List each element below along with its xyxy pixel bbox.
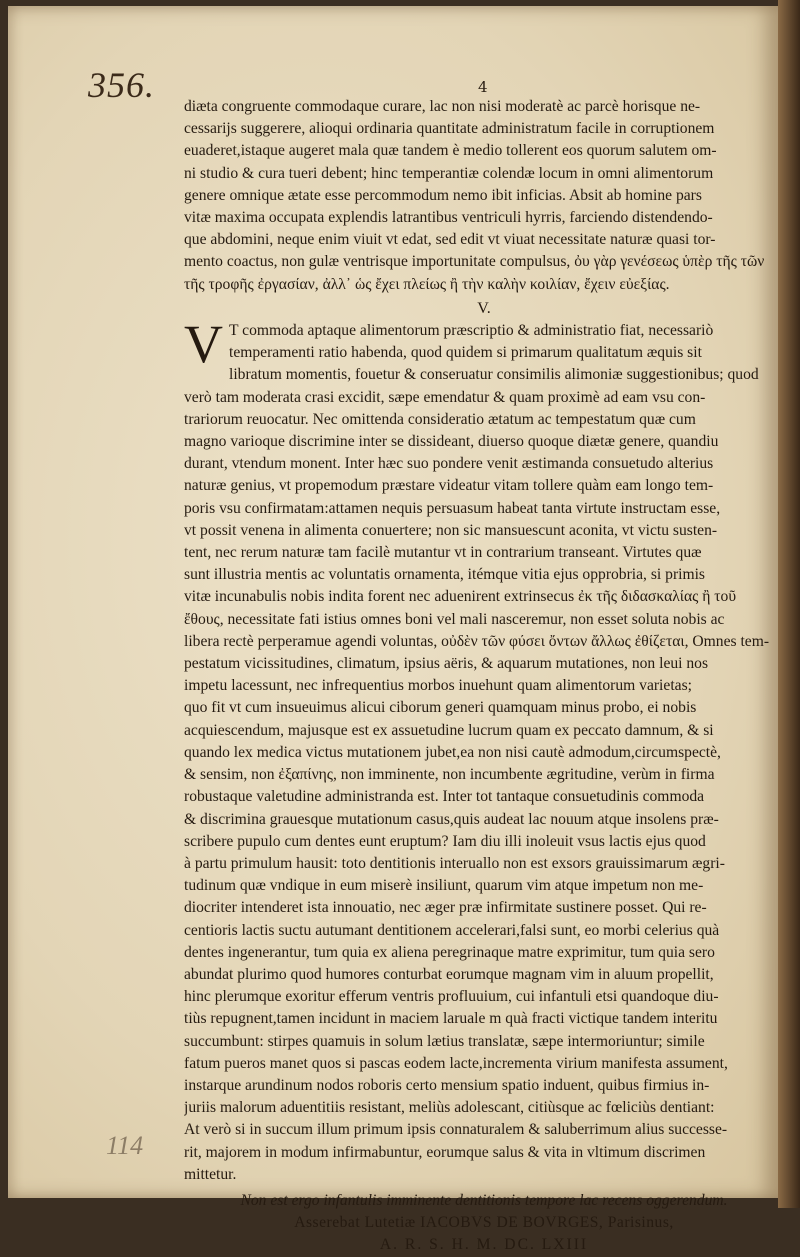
- text-line: euaderet,istaque augeret mala quæ tandem è medio tollerent eos quorum salutem om-: [184, 142, 717, 160]
- text-line: que abdomini, neque enim viuit vt edat, sed edit vt viuat necessitate naturæ quasi tor-: [184, 231, 716, 249]
- date-line: A. R. S. H. M. DC. LXIII: [379, 1236, 589, 1254]
- text-line: cessarijs suggerere, alioqui ordinaria quantitate administratum facile in corruptionem: [184, 120, 715, 138]
- text-line: & discrimina grauesque mutationum casus,quis audeat lac nouum atque insolens præ-: [184, 810, 719, 828]
- text-line: pestatum vicissitudines, climatum, ipsius aëris, & aquarum mutationes, non leui nos: [184, 655, 709, 673]
- text-line: naturæ genius, vt propemodum præstare videatur vitam tollere quàm eam longo tem-: [184, 477, 714, 495]
- text-line: tiùs repugnent,tamen incidunt in maciem laruale m quà fracti victique tandem interitu: [184, 1010, 718, 1028]
- text-line: τῆς τροφῆς ἐργασίαν, ἀλλ᾽ ὡς ἔχει πλείως ἢ τὴν καλὴν κοιλίαν, ἔχειν εὐεξίας.: [184, 275, 670, 293]
- text-line: succumbunt: stirpes quamuis in solum lætius translatæ, sæpe intermoriuntur; simile: [184, 1032, 705, 1050]
- text-line: genere omnique ætate esse percommodum nemo ibit inficias. Absit ab homine pars: [184, 186, 702, 204]
- text-line: mento coactus, non gulæ ventrisque importunitate compulsus, ὀυ γὰρ γενέσεως ὑπὲρ τῆς τῶν: [184, 253, 765, 271]
- text-line: vitæ maxima occupata explendis latrantibus ventriculi hyrris, farciendo distendendo-: [184, 209, 713, 227]
- text-line: diocriter intenderet ista innouatio, nec æger præ infirmitate sustinere posset. Qui re-: [184, 899, 707, 917]
- text-line: ni studio & cura tueri debent; hinc temperantiæ colendæ locum in omni alimentorum: [184, 164, 714, 182]
- text-line: abundat plurimo quod humores conturbat eorumque magnam vim in aluum propellit,: [184, 965, 714, 983]
- text-line: vt possit venena in alimenta conuertere; non sic mansuescunt aconita, vt victu susten-: [184, 521, 718, 539]
- text-line: hinc plerumque exoritur efferum ventris profluuium, cui infantuli etsi quandoque diu-: [184, 988, 719, 1006]
- text-line: magno varioque discrimine inter se dissideant, diuerso quoque diætæ genere, quandiu: [184, 433, 719, 451]
- text-line: centioris lactis suctu autumant dentitionem accelerari,falsi sunt, eo morbi celerius quà: [184, 921, 720, 939]
- text-line: mittetur.: [184, 1165, 237, 1183]
- text-line: instarque arundinum nodos roboris certo mensium spatio induent, quibus firmius in-: [184, 1076, 710, 1094]
- handwritten-note: 114: [106, 1131, 144, 1160]
- text-line: temperamenti ratio habenda, quod quidem si primarum qualitatum æquis sit: [229, 344, 702, 362]
- text-line: & sensim, non ἐξαπίνης, non imminente, non incumbente ægritudine, verùm in firma: [184, 766, 715, 784]
- paragraph-1: [184, 96, 784, 296]
- text-line: fatum pueros manet quos si pascas eodem lacte,incrementa virium manifesta assument,: [184, 1054, 728, 1072]
- text-line: acquiescendum, majusque est ex assuetudine lucrum quam ex peccato damnum, & si: [184, 721, 714, 739]
- book-edge: [778, 0, 800, 1208]
- text-line: dentes ingenerantur, tum quia ex aliena peregrinaque matre exprimitur, tum quia sero: [184, 943, 715, 961]
- text-line: diæta congruente commodaque curare, lac non nisi moderatè ac parcè horisque ne-: [184, 98, 701, 115]
- folio-number: 356.: [88, 65, 155, 105]
- text-line: sunt illustria mentis ac voluntatis ornamenta, itémque vitia ejus opprobria, si primis: [184, 566, 705, 584]
- text-line: juriis malorum aduentitiis resistant, meliùs adolescant, citiùsque ac fœliciùs dentiant:: [184, 1099, 715, 1117]
- paragraph-2: [184, 314, 784, 1186]
- text-block: [184, 96, 784, 1257]
- text-line: At verò si in succum illum primum ipsis connaturalem & saluberrimum alius successe-: [184, 1121, 728, 1139]
- conclusion-line: Non est ergo infantulis imminente dentitionis tempore lac recens oggerendum.: [240, 1191, 728, 1209]
- drop-cap: V: [184, 314, 223, 375]
- text-line: vitæ incunabulis nobis indita forent nec aduenirent extrinsecus ἐκ τῆς διδασκαλίας ἢ τοῦ: [184, 588, 737, 606]
- text-line: poris vsu confirmatam:attamen nequis persuasum habeat tanta virtute instructam esse,: [184, 499, 721, 517]
- text-line: tent, nec rerum naturæ tam facilè mutantur vt in contrarium transeant. Virtutes quæ: [184, 544, 702, 562]
- text-line: à partu primulum hausit: toto dentitionis interuallo non est exsors grauissimarum ægri-: [184, 854, 725, 872]
- text-line: libratum momentis, fouetur & conseruatur consimilis alimoniæ suggestionibus; quod: [229, 366, 759, 384]
- text-line: scribere pupulo cum dentes eunt eruptum? Iam diu illi inoleuit vsus lactis ejus quod: [184, 832, 706, 850]
- text-line: tudinum quæ vndique in eum miserè insiliunt, quarum vim atque impetum non me-: [184, 877, 704, 895]
- text-line: T commoda aptaque alimentorum præscriptio & administratio fiat, necessariò: [229, 322, 714, 340]
- text-line: durant, vtendum monent. Inter hæc suo pondere venit æstimanda consuetudo alterius: [184, 455, 714, 473]
- text-line: quando lex medica victus mutationem jubet,ea non nisi cautè admodum,circumspectè,: [184, 743, 721, 761]
- author-line: Asserebat Lutetiæ IACOBVS DE BOVRGES, Parisinus,: [294, 1214, 674, 1232]
- document-page: [8, 6, 780, 1254]
- text-line: robustaque valetudine administranda est. Inter tot tantaque consuetudinis commoda: [184, 788, 705, 806]
- text-line: quo fit vt cum insueuimus alicui ciborum generi quamquam minus probo, ei nobis: [184, 699, 697, 717]
- text-line: impetu lacessunt, nec infrequentius morbos inuehunt quam alimentorum varietas;: [184, 677, 692, 695]
- text-line: trariorum reuocatur. Nec omittenda consideratio ætatum ac tempestatum quæ cum: [184, 410, 696, 428]
- signature-mark: 4: [478, 78, 488, 96]
- text-line: ἔθους, necessitate fati istius omnes boni vel mali nasceremur, non esset soluta nobis ac: [184, 610, 725, 628]
- text-line: rit, majorem in modum infirmabuntur, eorumque salus & vita in vltimum discrimen: [184, 1143, 706, 1161]
- text-line: libera rectè perperamue agendi voluntas, οὐδὲν τῶν φύσει ὄντων ἄλλως ἐθίζεται, Omnes tem-: [184, 632, 770, 650]
- text-line: verò tam moderata crasi excidit, sæpe emendatur & quam proximè ad eam vsu con-: [184, 388, 706, 406]
- section-heading: V.: [477, 299, 491, 317]
